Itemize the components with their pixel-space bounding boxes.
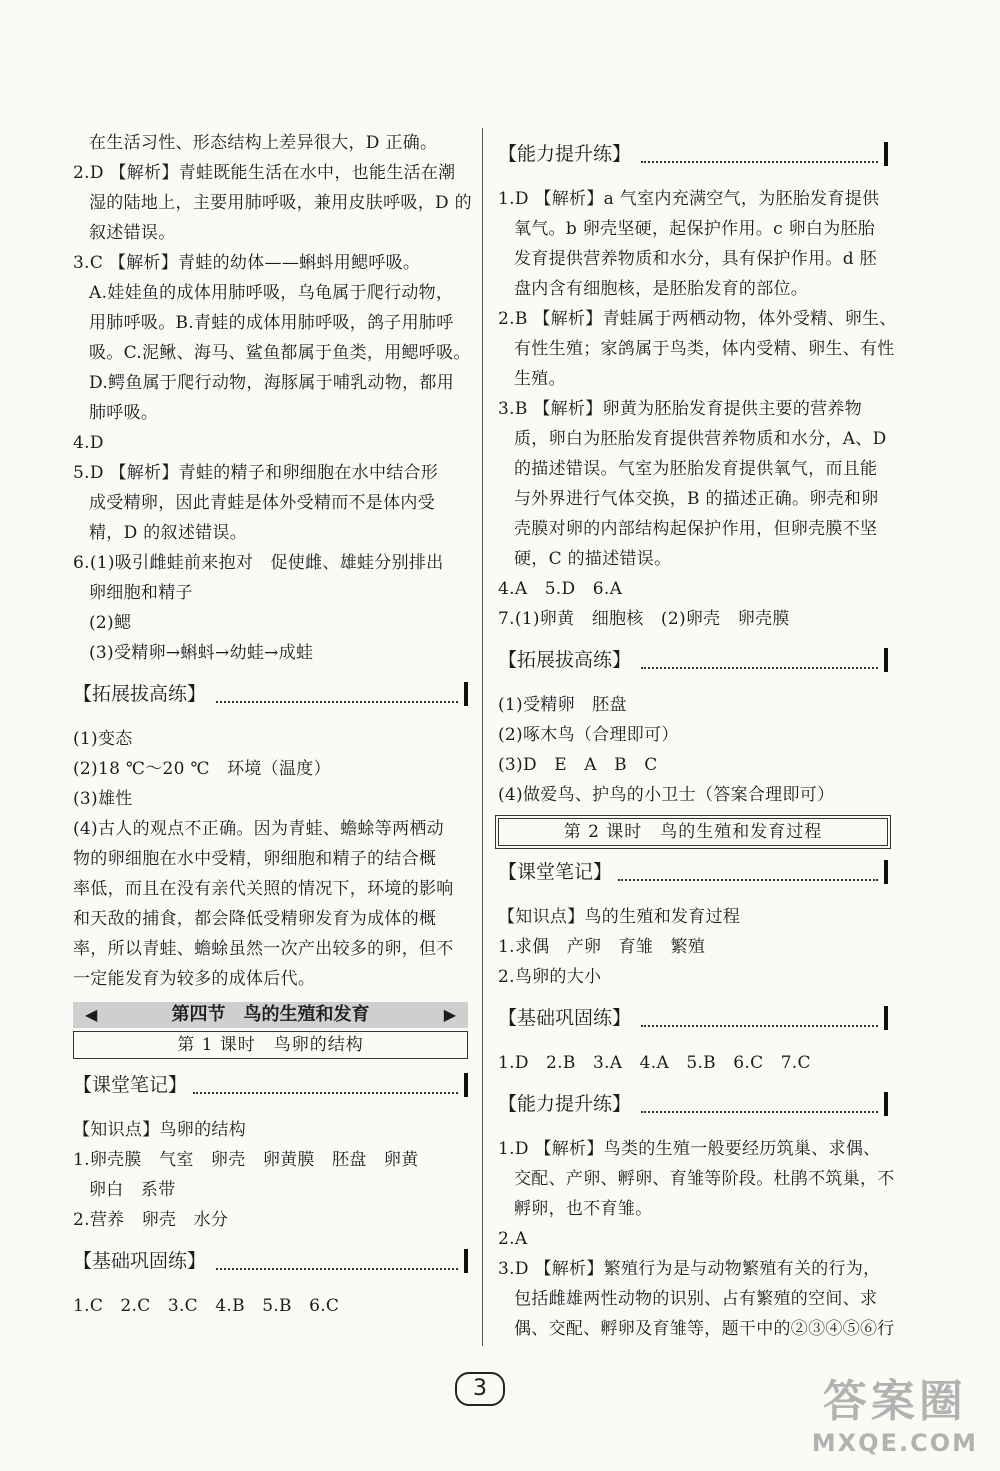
answer-line: 5.D 【解析】青蛙的精子和卵细胞在水中结合形 bbox=[73, 463, 439, 483]
nengli-line: 有性生殖；家鸽属于鸟类，体内受精、卵生、有性 bbox=[514, 339, 895, 359]
section-end-bar bbox=[464, 1249, 468, 1273]
tuozhan-line: (3)D E A B C bbox=[498, 755, 658, 775]
answer-line: 湿的陆地上，主要用肺呼吸，兼用皮肤呼吸，D 的 bbox=[89, 193, 472, 213]
nengli-line: 氧气。b 卵壳坚硬，起保护作用。c 卵白为胚胎 bbox=[514, 219, 876, 239]
answer-line: 卵细胞和精子 bbox=[89, 583, 193, 603]
ketang-line: 【知识点】鸟的生殖和发育过程 bbox=[498, 907, 741, 927]
nengli-line: 4.A 5.D 6.A bbox=[498, 579, 623, 599]
answer-line: 4.D bbox=[73, 433, 104, 453]
ketang-line: 2.营养 卵壳 水分 bbox=[73, 1210, 229, 1230]
nengli-line: 2.A bbox=[498, 1229, 528, 1249]
answer-line: (2)鳃 bbox=[89, 613, 132, 633]
section-title: 【课堂笔记】 bbox=[498, 861, 613, 883]
ketang-line: 1.卵壳膜 气室 卵壳 卵黄膜 胚盘 卵黄 bbox=[73, 1150, 419, 1170]
section-title: 【拓展拔高练】 bbox=[73, 683, 207, 705]
section-header-nengli bbox=[498, 138, 888, 170]
dotted-leader bbox=[618, 879, 878, 881]
section-end-bar bbox=[884, 1092, 888, 1116]
ketang-line: 2.鸟卵的大小 bbox=[498, 967, 602, 987]
dotted-leader bbox=[641, 161, 878, 163]
section-end-bar bbox=[884, 860, 888, 884]
ketang-line: 1.求偶 产卵 育雏 繁殖 bbox=[498, 937, 706, 957]
section-title: 【拓展拔高练】 bbox=[498, 649, 632, 671]
tuozhan-line: (4)做爱鸟、护鸟的小卫士（答案合理即可） bbox=[498, 785, 835, 805]
tuozhan-line: 一定能发育为较多的成体后代。 bbox=[73, 969, 316, 989]
nengli-line: 硬，C 的描述错误。 bbox=[514, 549, 672, 569]
ketang-line: 【知识点】鸟卵的结构 bbox=[73, 1120, 246, 1140]
tuozhan-line: 率低，而且在没有亲代关照的情况下，环境的影响 bbox=[73, 879, 454, 899]
nengli-line: 交配、产卵、孵卵、育雏等阶段。杜鹃不筑巢，不 bbox=[514, 1169, 895, 1189]
lesson-title: 第 2 课时 鸟的生殖和发育过程 bbox=[498, 818, 888, 846]
answer-line: 3.C 【解析】青蛙的幼体——蝌蚪用鳃呼吸。 bbox=[73, 253, 421, 273]
column-divider bbox=[482, 128, 483, 1346]
dotted-leader bbox=[216, 1268, 458, 1270]
right-column bbox=[498, 128, 897, 1344]
tuozhan-line: 物的卵细胞在水中受精，卵细胞和精子的结合概 bbox=[73, 849, 437, 869]
nengli-line: 壳膜对卵的内部结构起保护作用，但卵壳膜不坚 bbox=[514, 519, 878, 539]
answer-line: A.娃娃鱼的成体用肺呼吸，乌龟属于爬行动物， bbox=[89, 283, 454, 303]
section-end-bar bbox=[884, 142, 888, 166]
tuozhan-line: (3)雄性 bbox=[73, 789, 133, 809]
nengli-line: 偶、交配、孵卵及育雏等，题干中的②③④⑤⑥行 bbox=[514, 1319, 895, 1339]
tuozhan-line: 率，所以青蛙、蟾蜍虽然一次产出较多的卵，但不 bbox=[73, 939, 454, 959]
nengli-line: 7.(1)卵黄 细胞核 (2)卵壳 卵壳膜 bbox=[498, 609, 790, 629]
section-header-jichu bbox=[498, 1002, 888, 1034]
answer-line: 2.D 【解析】青蛙既能生活在水中，也能生活在潮 bbox=[73, 163, 456, 183]
section-header-tuozhan bbox=[73, 678, 468, 710]
watermark bbox=[812, 1365, 978, 1457]
answer-line: 6.(1)吸引雌蛙前来抱对 促使雌、雄蛙分别排出 bbox=[73, 553, 444, 573]
tuozhan-line: (2)18 ℃～20 ℃ 环境（温度） bbox=[73, 759, 331, 779]
section-header-tuozhan bbox=[498, 644, 888, 676]
dotted-leader bbox=[641, 1025, 878, 1027]
right-arrow-icon: ▶ bbox=[443, 1005, 456, 1024]
watermark-url: MXQE.COM bbox=[811, 1429, 978, 1457]
nengli-line: 盘内含有细胞核，是胚胎发育的部位。 bbox=[514, 279, 809, 299]
jichu-answers: 1.D 2.B 3.A 4.A 5.B 6.C 7.C bbox=[498, 1053, 811, 1073]
answer-line: 精，D 的叙述错误。 bbox=[89, 523, 248, 543]
answer-line: 用肺呼吸。B.青蛙的成体用肺呼吸，鸽子用肺呼 bbox=[89, 313, 454, 333]
nengli-line: 的描述错误。气室为胚胎发育提供氧气，而且能 bbox=[514, 459, 878, 479]
jichu-answers: 1.C 2.C 3.C 4.B 5.B 6.C bbox=[73, 1296, 340, 1316]
section-header-ketang bbox=[73, 1069, 468, 1101]
watermark-logo: 答案圈 bbox=[822, 1376, 967, 1427]
tuozhan-line: (1)受精卵 胚盘 bbox=[498, 695, 627, 715]
intro-line: 在生活习性、形态结构上差异很大，D 正确。 bbox=[89, 133, 438, 153]
answer-line: 叙述错误。 bbox=[89, 223, 176, 243]
section-title: 【基础巩固练】 bbox=[73, 1250, 207, 1272]
section-end-bar bbox=[884, 1006, 888, 1030]
section-header-ketang bbox=[498, 856, 888, 888]
dotted-leader bbox=[641, 667, 878, 669]
answer-line: 成受精卵，因此青蛙是体外受精而不是体内受 bbox=[89, 493, 435, 513]
lesson-title: 第 1 课时 鸟卵的结构 bbox=[73, 1031, 468, 1059]
nengli-line: 生殖。 bbox=[514, 369, 566, 389]
answer-line: (3)受精卵→蝌蚪→幼蛙→成蛙 bbox=[89, 643, 314, 663]
page-number: 3 bbox=[455, 1372, 505, 1406]
tuozhan-line: (1)变态 bbox=[73, 729, 133, 749]
dotted-leader bbox=[193, 1092, 458, 1094]
answer-line: D.鳄鱼属于爬行动物，海豚属于哺乳动物，都用 bbox=[89, 373, 455, 393]
chapter-banner bbox=[73, 1002, 468, 1028]
nengli-line: 3.D 【解析】繁殖行为是与动物繁殖有关的行为， bbox=[498, 1259, 881, 1279]
section-title: 【能力提升练】 bbox=[498, 143, 632, 165]
left-arrow-icon: ◀ bbox=[85, 1005, 98, 1024]
section-title: 【基础巩固练】 bbox=[498, 1007, 632, 1029]
nengli-line: 孵卵，也不育雏。 bbox=[514, 1199, 653, 1219]
nengli-line: 与外界进行气体交换，B 的描述正确。卵壳和卵 bbox=[514, 489, 879, 509]
nengli-line: 发育提供营养物质和水分，具有保护作用。d 胚 bbox=[514, 249, 877, 269]
nengli-line: 质，卵白为胚胎发育提供营养物质和水分，A、D bbox=[514, 429, 887, 449]
tuozhan-line: (2)啄木鸟（合理即可） bbox=[498, 725, 679, 745]
section-header-nengli bbox=[498, 1088, 888, 1120]
section-title: 【能力提升练】 bbox=[498, 1093, 632, 1115]
nengli-line: 3.B 【解析】卵黄为胚胎发育提供主要的营养物 bbox=[498, 399, 863, 419]
section-end-bar bbox=[464, 1073, 468, 1097]
dotted-leader bbox=[216, 701, 458, 703]
section-header-jichu bbox=[73, 1245, 468, 1277]
dotted-leader bbox=[641, 1111, 878, 1113]
section-end-bar bbox=[464, 682, 468, 706]
tuozhan-line: (4)古人的观点不正确。因为青蛙、蟾蜍等两栖动 bbox=[73, 819, 444, 839]
answer-line: 肺呼吸。 bbox=[89, 403, 159, 423]
nengli-line: 1.D 【解析】a 气室内充满空气，为胚胎发育提供 bbox=[498, 189, 880, 209]
tuozhan-line: 和天敌的捕食，都会降低受精卵发育为成体的概 bbox=[73, 909, 437, 929]
nengli-line: 2.B 【解析】青蛙属于两栖动物，体外受精、卵生、 bbox=[498, 309, 897, 329]
nengli-line: 包括雌雄两性动物的识别、占有繁殖的空间、求 bbox=[514, 1289, 878, 1309]
answer-line: 吸。C.泥鳅、海马、鲨鱼都属于鱼类，用鳃呼吸。 bbox=[89, 343, 471, 363]
nengli-line: 1.D 【解析】鸟类的生殖一般要经历筑巢、求偶、 bbox=[498, 1139, 881, 1159]
ketang-line: 卵白 系带 bbox=[89, 1180, 176, 1200]
chapter-title: 第四节 鸟的生殖和发育 bbox=[171, 1004, 370, 1025]
left-column bbox=[73, 128, 472, 1321]
section-end-bar bbox=[884, 648, 888, 672]
section-title: 【课堂笔记】 bbox=[73, 1074, 188, 1096]
